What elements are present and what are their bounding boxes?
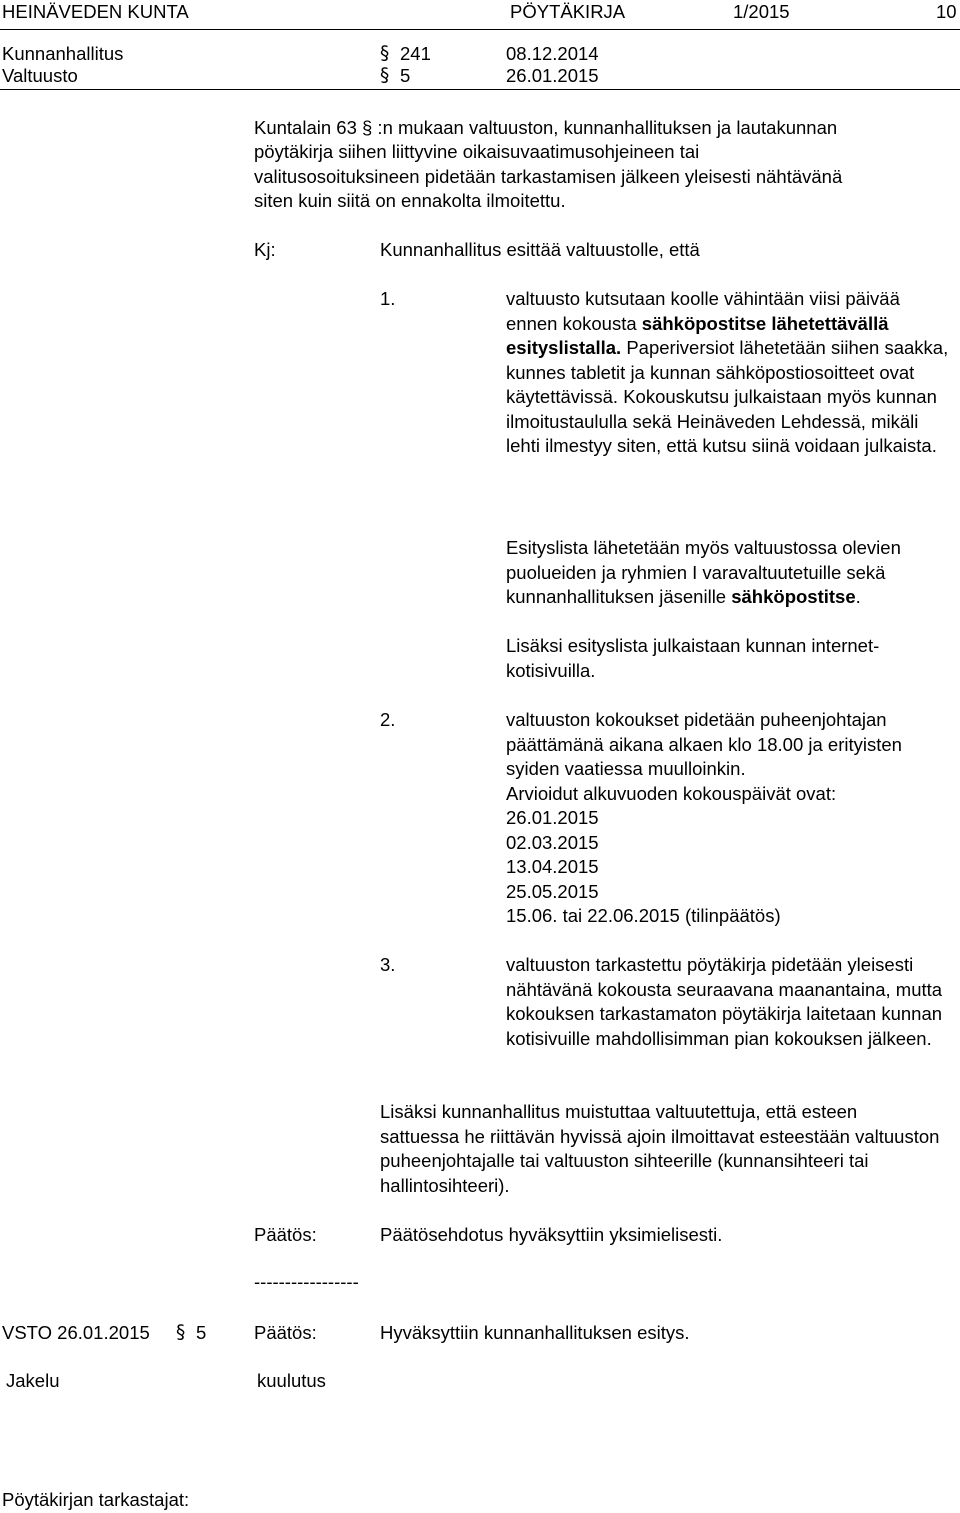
- meeting-date: 26.01.2015: [506, 807, 599, 828]
- item-text-plain: Paperiversiot lähetetään siihen saakka, kunnes tabletit ja kunnan sähköpostiosoitteet ovat käytettävissä. Kokouskutsu julkaistaan myös kunnan ilmoitustaululla sekä Heinäveden Lehdessä, mikäli lehti ilmestyy siten, että kutsu siinä voidaan julkaista.: [506, 337, 949, 456]
- intro-line: siten kuin siitä on ennakolta ilmoitettu.: [254, 190, 566, 211]
- separator-dashes: -----------------: [254, 1271, 359, 1292]
- meeting-date: 15.06. tai 22.06.2015 (tilinpäätös): [506, 905, 781, 926]
- section-sign: §: [380, 65, 390, 86]
- item-text-plain: valtuusto kutsutaan koolle vähintään viisi päivää ennen kokousta: [506, 288, 900, 334]
- intro-line: Kuntalain 63 § :n mukaan valtuuston, kunnanhallituksen ja lautakunnan: [254, 117, 838, 138]
- item-paragraph: [506, 287, 956, 459]
- distribution-label: Jakelu: [6, 1370, 60, 1391]
- meeting-date: 13.04.2015: [506, 856, 599, 877]
- page-number: 10: [936, 1, 957, 22]
- meeting-date: 02.03.2015: [506, 831, 599, 853]
- meta-date: 08.12.2014: [506, 43, 599, 64]
- proposal-text: Kunnanhallitus esittää valtuustolle, että: [380, 239, 700, 260]
- item-paragraph: valtuuston tarkastettu pöytäkirja pidetään yleisesti nähtävänä kokousta seuraavana maanantaina, mutta kokouksen tarkastamaton pöytäkirja laitetaan kunnan kotisivuille mahdollisimman pian kokouksen jälkeen.: [506, 954, 943, 1049]
- reminder-paragraph: Lisäksi kunnanhallitus muistuttaa valtuutettuja, että esteen sattuessa he riittävän hyvissä ajoin ilmoittavat esteestään valtuuston puheenjohtajalle tai valtuuston sihteerille (kunnansihteeri tai hallintosihteeri).: [380, 1101, 940, 1196]
- meta-body: Valtuusto: [2, 65, 78, 86]
- item-number: 2.: [380, 709, 396, 730]
- item-text-bold: sähköpostitse lähetettävällä esityslistalla.: [506, 312, 889, 358]
- meta-section: 241: [400, 43, 431, 64]
- reviewers-label: Pöytäkirjan tarkastajat:: [2, 1489, 190, 1510]
- decision-text: Päätösehdotus hyväksyttiin yksimielisesti.: [380, 1224, 723, 1245]
- intro-line: valitusosoituksineen pidetään tarkastamisen jälkeen yleisesti nähtävänä: [254, 166, 843, 187]
- item-text: [506, 536, 956, 610]
- meeting-dates: [506, 806, 956, 929]
- section-sign: §: [176, 1322, 186, 1343]
- header-rule: [0, 29, 960, 30]
- document-number: 1/2015: [733, 1, 790, 22]
- vsto-section: 5: [196, 1322, 207, 1343]
- item-paragraph: Arvioidut alkuvuoden kokouspäivät ovat:: [506, 782, 837, 804]
- meta-rule: [0, 89, 960, 90]
- item-text-plain: Esityslista lähetetään myös valtuustossa olevien puolueiden ja ryhmien I varavaltuutetuille sekä kunnanhallituksen jäsenille: [506, 537, 901, 607]
- section-sign: §: [380, 43, 390, 64]
- item-text: [506, 634, 956, 683]
- meta-date: 26.01.2015: [506, 65, 599, 86]
- item-number: 3.: [380, 954, 396, 975]
- intro-line: pöytäkirja siihen liittyvine oikaisuvaatimusohjeineen tai: [254, 141, 700, 162]
- item-paragraph: Lisäksi esityslista julkaistaan kunnan internet-kotisivuilla.: [506, 635, 880, 681]
- vsto-decision-label: Päätös:: [254, 1322, 317, 1343]
- item-text-bold: sähköpostitse: [731, 586, 856, 607]
- item-number: 1.: [380, 288, 396, 309]
- meeting-date: 25.05.2015: [506, 880, 599, 902]
- vsto-reference: VSTO 26.01.2015: [2, 1322, 150, 1343]
- item-paragraph: valtuuston kokoukset pidetään puheenjohtajan päättämänä aikana alkaen klo 18.00 ja erityisten syiden vaatiessa muulloinkin.: [506, 709, 902, 779]
- meta-section: 5: [400, 65, 411, 86]
- item-text: [506, 287, 956, 459]
- proposal-label: Kj:: [254, 239, 276, 260]
- municipality-name: HEINÄVEDEN KUNTA: [2, 1, 189, 22]
- item-text: [506, 953, 956, 1051]
- item-text: [506, 708, 956, 929]
- decision-label: Päätös:: [254, 1224, 317, 1245]
- distribution-value: kuulutus: [257, 1370, 326, 1391]
- item-paragraph: [506, 536, 956, 610]
- document-type: PÖYTÄKIRJA: [510, 1, 626, 22]
- vsto-decision-text: Hyväksyttiin kunnanhallituksen esitys.: [380, 1322, 690, 1343]
- item-text-plain: .: [855, 586, 861, 607]
- meta-body: Kunnanhallitus: [2, 43, 124, 64]
